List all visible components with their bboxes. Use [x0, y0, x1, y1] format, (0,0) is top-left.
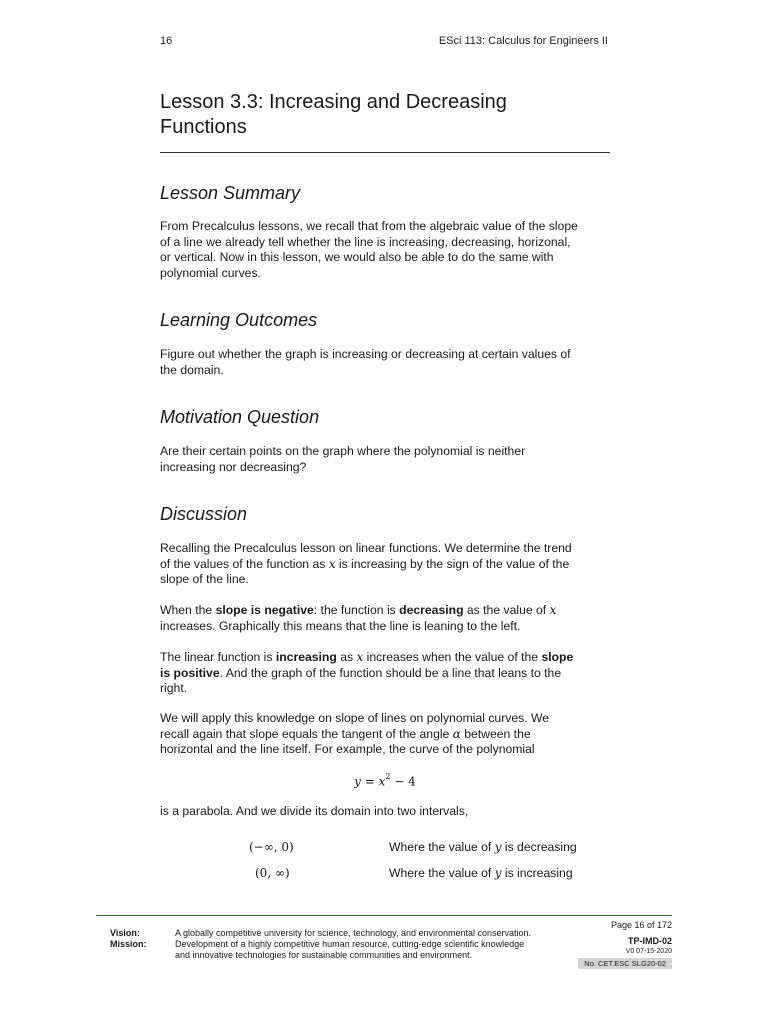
p1-text: of the values of the function as — [160, 556, 329, 571]
eq-y: y — [354, 774, 361, 789]
interval-2-description — [389, 866, 609, 882]
summary-line: polynomial curves. — [160, 265, 261, 280]
mission-text: Development of a highly competitive human resource, cutting-edge scientific knowledge — [175, 939, 525, 949]
discussion-paragraph-5: is a parabola. And we divide its domain into two intervals, — [160, 804, 469, 818]
lesson-title — [160, 90, 610, 140]
outcomes-line: the domain. — [160, 362, 224, 377]
p1-text: is increasing by the sign of the value of the — [335, 556, 570, 571]
var-y: y — [494, 866, 502, 880]
interval-desc-text: is increasing — [501, 866, 573, 880]
p4-text: recall again that slope equals the tangent of the angle — [160, 726, 453, 741]
footer-divider — [96, 915, 672, 916]
eq-equals: = — [360, 774, 379, 789]
p3-bold: increasing — [275, 650, 337, 664]
outcomes-line: Figure out whether the graph is increasing or decreasing at certain values of — [160, 347, 571, 361]
p2-line — [160, 603, 610, 619]
eq-exponent: 2 — [385, 772, 391, 781]
var-x: x — [549, 603, 557, 617]
vision-mission-text — [175, 928, 565, 961]
course-title: ESci 113: Calculus for Engineers II — [438, 35, 608, 47]
p1-line: slope of the line. — [160, 572, 249, 586]
eq-rest: − 4 — [390, 774, 416, 789]
interval-1: (−∞, 0) — [249, 840, 294, 854]
title-divider — [160, 152, 610, 153]
interval-desc-text: is decreasing — [501, 840, 577, 854]
summary-line: of a line we already tell whether the line is increasing, decreasing, horizonal, — [160, 234, 571, 249]
p4-line: horizontal and the line itself. For example, the curve of the polynomial — [160, 742, 535, 756]
discussion-heading: Discussion — [160, 504, 248, 524]
p2-line: increases. Graphically this means that the line is leaning to the left. — [160, 618, 521, 633]
p3-text: increases when the value of the — [363, 650, 542, 664]
document-number: No. CET.ESC SLG20-02 — [578, 958, 672, 969]
p3-line — [160, 666, 610, 682]
discussion-paragraph-3 — [160, 650, 610, 697]
p3-line: right. — [160, 681, 188, 695]
page-number: 16 — [160, 35, 173, 47]
learning-outcomes-heading: Learning Outcomes — [160, 310, 318, 330]
p1-line — [160, 557, 610, 573]
var-x: x — [356, 650, 364, 664]
discussion-paragraph-1 — [160, 541, 610, 588]
p4-text: between the — [460, 726, 531, 741]
lesson-summary-text — [160, 219, 610, 281]
interval-2: (0, ∞) — [255, 866, 290, 880]
motivation-line: increasing nor decreasing? — [160, 459, 307, 474]
p4-line: We will apply this knowledge on slope of lines on polynomial curves. We — [160, 711, 550, 725]
p2-bold: decreasing — [399, 603, 464, 617]
p3-text: . And the graph of the function should be a line that leans to the — [219, 665, 562, 680]
p3-bold: is positive — [160, 665, 220, 680]
lesson-summary-heading: Lesson Summary — [160, 183, 301, 203]
interval-desc-text: Where the value of — [389, 866, 495, 880]
var-x: x — [328, 556, 336, 571]
p3-bold: slope — [541, 650, 574, 664]
vision-text: A globally competitive university for science, technology, and environmental conservation. — [175, 928, 532, 938]
p3-text: as — [336, 650, 357, 664]
document-code: TP-IMD-02 — [627, 936, 672, 946]
page-of-total: Page 16 of 172 — [610, 920, 672, 930]
vision-label: Vision: — [110, 928, 140, 938]
learning-outcomes-text — [160, 347, 610, 378]
var-y: y — [494, 840, 502, 854]
p2-text: : the function is — [313, 603, 400, 617]
mission-text: and innovative technologies for sustainable communities and environment. — [175, 950, 473, 960]
mission-label: Mission: — [110, 939, 147, 949]
document-version: V0 07-15-2020 — [625, 948, 672, 955]
summary-line: or vertical. Now in this lesson, we would also be able to do the same with — [160, 250, 554, 264]
p3-text: The linear function is — [160, 650, 276, 664]
p2-text: When the — [160, 603, 216, 617]
interval-desc-text: Where the value of — [389, 840, 495, 854]
p2-bold: slope is negative — [215, 603, 314, 617]
discussion-paragraph-2 — [160, 603, 610, 634]
eq-x: x — [378, 774, 386, 789]
p3-line — [160, 650, 610, 666]
var-alpha: α — [452, 726, 461, 741]
p2-text: as the value of — [463, 603, 550, 617]
lesson-title-line1: Lesson 3.3: Increasing and Decreasing — [160, 91, 507, 113]
p4-line — [160, 727, 610, 743]
p1-line: Recalling the Precalculus lesson on linear functions. We determine the trend — [160, 541, 572, 555]
summary-line: From Precalculus lessons, we recall that from the algebraic value of the slope — [160, 219, 578, 233]
interval-1-description — [389, 840, 609, 856]
motivation-question-heading: Motivation Question — [160, 407, 320, 427]
motivation-line: Are their certain points on the graph where the polynomial is neither — [160, 444, 526, 458]
equation — [160, 772, 610, 790]
motivation-question-text — [160, 444, 610, 475]
lesson-title-line2: Functions — [160, 116, 247, 138]
discussion-paragraph-4 — [160, 711, 610, 758]
